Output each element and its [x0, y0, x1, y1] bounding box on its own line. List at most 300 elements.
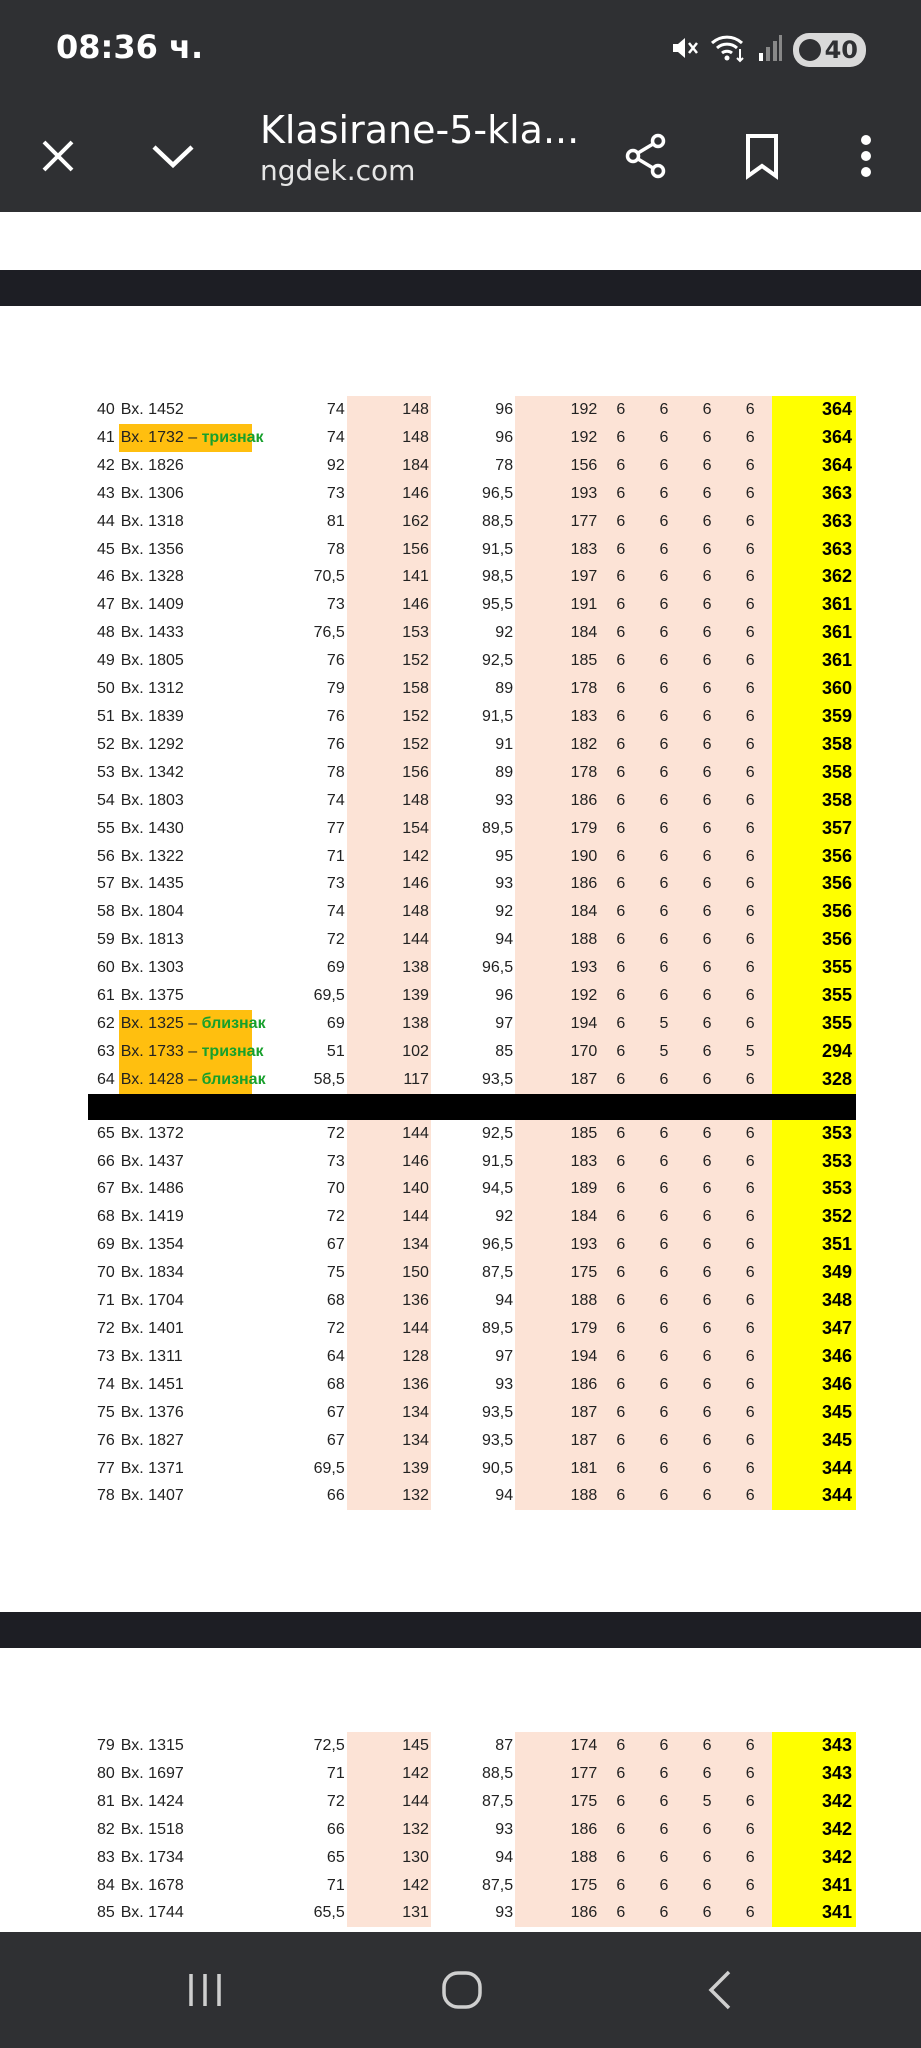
more-icon — [860, 134, 872, 178]
score-d-cell: 194 — [515, 1343, 599, 1371]
grade-cell: 6 — [642, 1482, 685, 1510]
score-d-cell: 184 — [515, 1203, 599, 1231]
total-cell: 353 — [772, 1175, 856, 1203]
table-row — [88, 1732, 856, 1760]
score-a-cell: 58,5 — [313, 1070, 345, 1088]
applicant-cell — [119, 1231, 252, 1259]
applicant-id: Вх. 1428 — [120, 1070, 184, 1088]
grade-cell: 6 — [686, 1038, 729, 1066]
score-b-cell: 142 — [347, 1760, 431, 1788]
grade-cell: 6 — [686, 1371, 729, 1399]
applicant-id: Вх. 1371 — [120, 1459, 184, 1477]
grade-cell: 6 — [599, 1231, 642, 1259]
table-row — [88, 1120, 856, 1148]
total-cell: 355 — [772, 1010, 856, 1038]
grade-cell: 6 — [642, 1148, 685, 1176]
score-b-cell: 142 — [347, 843, 431, 871]
score-d-cell: 183 — [515, 1148, 599, 1176]
rank-cell: 66 — [97, 1152, 115, 1170]
grade-cell: 6 — [729, 843, 772, 871]
score-a-cell: 78 — [326, 763, 345, 781]
applicant-id: Вх. 1804 — [120, 903, 184, 921]
grade-cell: 6 — [729, 731, 772, 759]
grade-cell: 6 — [599, 759, 642, 787]
grade-cell: 6 — [642, 1203, 685, 1231]
grade-cell: 6 — [599, 1287, 642, 1315]
score-c-cell: 88,5 — [481, 512, 514, 530]
score-b-cell: 134 — [347, 1427, 431, 1455]
score-b-cell: 148 — [347, 898, 431, 926]
grade-cell: 6 — [686, 563, 729, 591]
total-cell: 294 — [772, 1038, 856, 1066]
grade-cell: 6 — [686, 1010, 729, 1038]
close-icon — [38, 136, 78, 176]
score-a-cell: 64 — [326, 1347, 345, 1365]
applicant-cell — [119, 1399, 252, 1427]
grade-cell: 6 — [729, 1399, 772, 1427]
score-b-cell: 132 — [347, 1816, 431, 1844]
score-b-cell: 144 — [347, 926, 431, 954]
applicant-cell — [119, 982, 252, 1010]
rank-cell: 40 — [97, 401, 115, 418]
table-row — [88, 563, 856, 591]
score-b-cell: 142 — [347, 1872, 431, 1900]
score-a-cell: 70 — [326, 1180, 345, 1198]
grade-cell: 6 — [599, 1175, 642, 1203]
score-a-cell: 78 — [326, 540, 345, 558]
score-d-cell: 193 — [515, 954, 599, 982]
rank-cell: 64 — [97, 1070, 115, 1088]
score-b-cell: 146 — [347, 480, 431, 508]
score-b-cell: 136 — [347, 1371, 431, 1399]
grade-cell: 6 — [729, 1203, 772, 1231]
table-row — [88, 1203, 856, 1231]
score-b-cell: 153 — [347, 619, 431, 647]
group-separator — [88, 1094, 856, 1120]
rank-cell: 45 — [97, 540, 115, 558]
grade-cell: 6 — [642, 619, 685, 647]
battery-level: 40 — [824, 36, 858, 64]
total-cell: 363 — [772, 536, 856, 564]
rank-cell: 60 — [97, 959, 115, 977]
page-separator — [0, 270, 921, 306]
grade-cell: 6 — [599, 452, 642, 480]
score-d-cell: 188 — [515, 1482, 599, 1510]
score-c-cell: 95 — [495, 847, 514, 865]
applicant-cell — [119, 1371, 252, 1399]
score-d-cell: 189 — [515, 1175, 599, 1203]
score-a-cell: 72 — [326, 1208, 345, 1226]
minimize-button[interactable] — [135, 118, 211, 194]
grade-cell: 6 — [686, 1343, 729, 1371]
applicant-id: Вх. 1401 — [120, 1320, 184, 1337]
table-row — [88, 1872, 856, 1900]
grade-cell: 6 — [729, 1175, 772, 1203]
rank-cell: 71 — [97, 1292, 115, 1310]
battery-icon — [793, 33, 866, 67]
applicant-id: Вх. 1325 — [120, 1014, 184, 1032]
grade-cell: 6 — [599, 843, 642, 871]
bookmark-button[interactable] — [724, 118, 800, 194]
score-c-cell: 89,5 — [481, 819, 514, 837]
recent-apps-button[interactable] — [160, 1960, 250, 2020]
score-d-cell: 186 — [515, 1899, 599, 1927]
grade-cell: 6 — [599, 536, 642, 564]
wifi-icon — [709, 33, 747, 67]
grade-cell: 6 — [599, 1816, 642, 1844]
grade-cell: 6 — [599, 1203, 642, 1231]
rank-cell: 83 — [97, 1848, 115, 1866]
applicant-id: Вх. 1315 — [120, 1737, 184, 1754]
grade-cell: 6 — [642, 898, 685, 926]
score-d-cell: 175 — [515, 1872, 599, 1900]
rank-cell: 82 — [97, 1820, 115, 1838]
applicant-cell — [119, 731, 252, 759]
grade-cell: 6 — [642, 954, 685, 982]
chevron-down-icon — [150, 141, 196, 171]
score-c-cell: 87,5 — [481, 1264, 514, 1282]
table-row — [88, 954, 856, 982]
grade-cell: 6 — [686, 396, 729, 424]
grade-cell: 6 — [686, 982, 729, 1010]
status-icons — [669, 30, 866, 70]
close-button[interactable] — [20, 118, 96, 194]
score-a-cell: 79 — [326, 680, 345, 698]
grade-cell: 6 — [599, 982, 642, 1010]
grade-cell: 6 — [642, 1343, 685, 1371]
score-a-cell: 73 — [326, 596, 345, 614]
score-a-cell: 77 — [326, 819, 345, 837]
score-c-cell: 96 — [495, 987, 514, 1005]
score-c-cell: 93,5 — [481, 1431, 514, 1449]
score-a-cell: 72 — [326, 1124, 345, 1142]
score-d-cell: 192 — [515, 424, 599, 452]
grade-cell: 6 — [599, 563, 642, 591]
applicant-cell — [119, 1010, 266, 1038]
grade-cell: 6 — [642, 1844, 685, 1872]
score-b-cell: 131 — [347, 1899, 431, 1927]
grade-cell: 6 — [686, 870, 729, 898]
table-row — [88, 1066, 856, 1094]
score-b-cell: 154 — [347, 815, 431, 843]
score-b-cell: 146 — [347, 1148, 431, 1176]
grade-cell: 6 — [642, 1120, 685, 1148]
ranking-table — [88, 396, 856, 1510]
rank-cell: 41 — [97, 428, 115, 446]
grade-cell: 6 — [599, 1732, 642, 1760]
back-button[interactable] — [675, 1960, 765, 2020]
grade-cell: 6 — [729, 1259, 772, 1287]
table-row — [88, 591, 856, 619]
score-c-cell: 92,5 — [481, 652, 514, 670]
rank-cell: 48 — [97, 624, 115, 642]
rank-cell: 50 — [97, 680, 115, 698]
total-cell: 363 — [772, 480, 856, 508]
table-row — [88, 787, 856, 815]
grade-cell: 6 — [599, 1259, 642, 1287]
table-row — [88, 1760, 856, 1788]
applicant-id: Вх. 1744 — [120, 1904, 184, 1922]
score-c-cell: 93,5 — [481, 1403, 514, 1421]
grade-cell: 6 — [599, 1010, 642, 1038]
total-cell: 341 — [772, 1899, 856, 1927]
grade-cell: 6 — [686, 703, 729, 731]
rank-cell: 59 — [97, 931, 115, 949]
rank-cell: 56 — [97, 847, 115, 865]
score-b-cell: 138 — [347, 1010, 431, 1038]
grade-cell: 6 — [729, 1315, 772, 1343]
grade-cell: 6 — [729, 1120, 772, 1148]
table-row — [88, 759, 856, 787]
grade-cell: 6 — [729, 759, 772, 787]
score-c-cell: 94 — [495, 931, 514, 949]
home-button[interactable] — [417, 1960, 507, 2020]
total-cell: 349 — [772, 1259, 856, 1287]
grade-cell: 6 — [642, 1231, 685, 1259]
rank-cell: 49 — [97, 652, 115, 670]
applicant-cell — [119, 1816, 252, 1844]
applicant-cell — [119, 1482, 252, 1510]
grade-cell: 6 — [642, 1399, 685, 1427]
score-d-cell: 184 — [515, 898, 599, 926]
total-cell: 364 — [772, 396, 856, 424]
grade-cell: 6 — [642, 396, 685, 424]
ranking-table-body — [88, 1732, 856, 1927]
score-d-cell: 184 — [515, 619, 599, 647]
grade-cell: 6 — [642, 591, 685, 619]
rank-cell: 80 — [97, 1764, 115, 1782]
page-domain[interactable]: ngdek.com — [260, 154, 416, 187]
rank-cell: 81 — [97, 1792, 115, 1810]
table-row — [88, 1343, 856, 1371]
score-c-cell: 87 — [495, 1737, 514, 1754]
applicant-id: Вх. 1433 — [120, 624, 184, 642]
score-a-cell: 76 — [326, 652, 345, 670]
rank-cell: 65 — [97, 1124, 115, 1142]
score-d-cell: 177 — [515, 1760, 599, 1788]
tag-separator: – — [183, 1070, 202, 1088]
rank-cell: 72 — [97, 1320, 115, 1337]
table-row — [88, 1844, 856, 1872]
applicant-id: Вх. 1424 — [120, 1792, 184, 1810]
share-button[interactable] — [608, 118, 684, 194]
applicant-cell — [119, 396, 252, 424]
grade-cell: 6 — [642, 675, 685, 703]
score-d-cell: 178 — [515, 759, 599, 787]
rank-cell: 54 — [97, 791, 115, 809]
grade-cell: 6 — [686, 591, 729, 619]
grade-cell: 6 — [599, 1038, 642, 1066]
total-cell: 361 — [772, 647, 856, 675]
grade-cell: 6 — [729, 1343, 772, 1371]
applicant-cell — [119, 1844, 252, 1872]
total-cell: 346 — [772, 1343, 856, 1371]
score-d-cell: 186 — [515, 787, 599, 815]
grade-cell: 6 — [686, 1427, 729, 1455]
applicant-cell — [119, 675, 252, 703]
grade-cell: 6 — [686, 1175, 729, 1203]
score-a-cell: 65,5 — [313, 1904, 345, 1922]
grade-cell: 6 — [729, 508, 772, 536]
total-cell: 360 — [772, 675, 856, 703]
total-cell: 357 — [772, 815, 856, 843]
grade-cell: 6 — [599, 396, 642, 424]
score-a-cell: 69 — [326, 959, 345, 977]
applicant-cell — [119, 1038, 264, 1066]
score-d-cell: 188 — [515, 926, 599, 954]
table-row — [88, 703, 856, 731]
score-b-cell: 150 — [347, 1259, 431, 1287]
table-row — [88, 982, 856, 1010]
applicant-id: Вх. 1318 — [120, 512, 184, 530]
table-row — [88, 898, 856, 926]
total-cell: 363 — [772, 508, 856, 536]
tag-separator: – — [183, 1014, 202, 1032]
pdf-viewer[interactable] — [0, 212, 921, 1932]
ranking-table-body — [88, 396, 856, 1510]
grade-cell: 6 — [599, 731, 642, 759]
total-cell: 355 — [772, 982, 856, 1010]
grade-cell: 5 — [686, 1788, 729, 1816]
score-a-cell: 71 — [326, 1876, 345, 1894]
grade-cell: 6 — [642, 647, 685, 675]
score-b-cell: 102 — [347, 1038, 431, 1066]
battery-saver-icon — [799, 39, 821, 61]
rank-cell: 68 — [97, 1208, 115, 1226]
grade-cell: 6 — [686, 898, 729, 926]
score-d-cell: 194 — [515, 1010, 599, 1038]
score-b-cell: 158 — [347, 675, 431, 703]
grade-cell: 6 — [642, 563, 685, 591]
grade-cell: 6 — [599, 1482, 642, 1510]
score-c-cell: 93 — [495, 875, 514, 893]
status-bar — [0, 0, 921, 100]
score-c-cell: 90,5 — [481, 1459, 514, 1477]
status-time: 08:36 ч. — [56, 28, 204, 66]
grade-cell: 6 — [642, 424, 685, 452]
table-row — [88, 1287, 856, 1315]
grade-cell: 6 — [599, 1872, 642, 1900]
applicant-id: Вх. 1342 — [120, 763, 184, 781]
score-b-cell: 145 — [347, 1732, 431, 1760]
total-cell: 346 — [772, 1371, 856, 1399]
applicant-id: Вх. 1356 — [120, 540, 184, 558]
rank-cell: 63 — [97, 1042, 115, 1060]
grade-cell: 6 — [599, 508, 642, 536]
score-d-cell: 183 — [515, 703, 599, 731]
score-b-cell: 152 — [347, 703, 431, 731]
score-d-cell: 183 — [515, 536, 599, 564]
score-a-cell: 66 — [326, 1820, 345, 1838]
grade-cell: 6 — [686, 1287, 729, 1315]
applicant-id: Вх. 1826 — [120, 456, 184, 474]
grade-cell: 5 — [642, 1038, 685, 1066]
table-row — [88, 815, 856, 843]
score-a-cell: 71 — [326, 1764, 345, 1782]
score-c-cell: 94,5 — [481, 1180, 514, 1198]
applicant-cell — [119, 1455, 252, 1483]
score-a-cell: 65 — [326, 1848, 345, 1866]
score-b-cell: 144 — [347, 1788, 431, 1816]
grade-cell: 6 — [729, 563, 772, 591]
score-c-cell: 88,5 — [481, 1764, 514, 1782]
grade-cell: 6 — [642, 1899, 685, 1927]
grade-cell: 6 — [599, 787, 642, 815]
rank-cell: 46 — [97, 568, 115, 586]
table-row — [88, 396, 856, 424]
score-b-cell: 144 — [347, 1120, 431, 1148]
grade-cell: 6 — [686, 954, 729, 982]
grade-cell: 6 — [686, 1399, 729, 1427]
score-c-cell: 96,5 — [481, 484, 514, 502]
applicant-cell — [119, 759, 252, 787]
grade-cell: 6 — [599, 815, 642, 843]
separator-bar — [88, 1094, 856, 1120]
score-a-cell: 92 — [326, 456, 345, 474]
grade-cell: 6 — [599, 619, 642, 647]
score-a-cell: 81 — [326, 512, 345, 530]
grade-cell: 6 — [686, 759, 729, 787]
applicant-cell — [119, 1287, 252, 1315]
tag-separator: – — [183, 428, 202, 446]
grade-cell: 6 — [642, 1872, 685, 1900]
grade-cell: 6 — [686, 1760, 729, 1788]
grade-cell: 6 — [642, 1175, 685, 1203]
score-c-cell: 85 — [495, 1042, 514, 1060]
grade-cell: 6 — [642, 1760, 685, 1788]
grade-cell: 6 — [729, 1231, 772, 1259]
score-d-cell: 182 — [515, 731, 599, 759]
rank-cell: 73 — [97, 1347, 115, 1365]
applicant-id: Вх. 1430 — [120, 819, 184, 837]
score-b-cell: 152 — [347, 647, 431, 675]
score-b-cell: 134 — [347, 1399, 431, 1427]
page-title[interactable]: Klasirane-5-kla... — [260, 108, 580, 152]
score-a-cell: 72,5 — [313, 1737, 345, 1754]
applicant-id: Вх. 1292 — [120, 735, 184, 753]
table-row — [88, 452, 856, 480]
applicant-id: Вх. 1354 — [120, 1236, 184, 1254]
score-a-cell: 73 — [326, 1152, 345, 1170]
score-d-cell: 170 — [515, 1038, 599, 1066]
applicant-cell — [119, 1203, 252, 1231]
score-a-cell: 67 — [326, 1431, 345, 1449]
table-row — [88, 1899, 856, 1927]
sibling-tag: близнак — [201, 1070, 266, 1088]
grade-cell: 6 — [686, 1120, 729, 1148]
grade-cell: 6 — [599, 1315, 642, 1343]
navigation-bar — [0, 1932, 921, 2048]
score-d-cell: 187 — [515, 1399, 599, 1427]
grade-cell: 6 — [642, 870, 685, 898]
grade-cell: 6 — [599, 1899, 642, 1927]
grade-cell: 5 — [729, 1038, 772, 1066]
applicant-cell — [119, 1427, 252, 1455]
applicant-id: Вх. 1518 — [120, 1820, 184, 1838]
total-cell: 342 — [772, 1844, 856, 1872]
table-row — [88, 870, 856, 898]
grade-cell: 6 — [686, 926, 729, 954]
score-c-cell: 92,5 — [481, 1124, 514, 1142]
grade-cell: 6 — [642, 787, 685, 815]
grade-cell: 6 — [686, 480, 729, 508]
applicant-id: Вх. 1419 — [120, 1208, 184, 1226]
applicant-id: Вх. 1451 — [120, 1375, 184, 1393]
grade-cell: 6 — [729, 954, 772, 982]
more-button[interactable] — [828, 118, 904, 194]
total-cell: 361 — [772, 619, 856, 647]
applicant-cell — [119, 1148, 252, 1176]
